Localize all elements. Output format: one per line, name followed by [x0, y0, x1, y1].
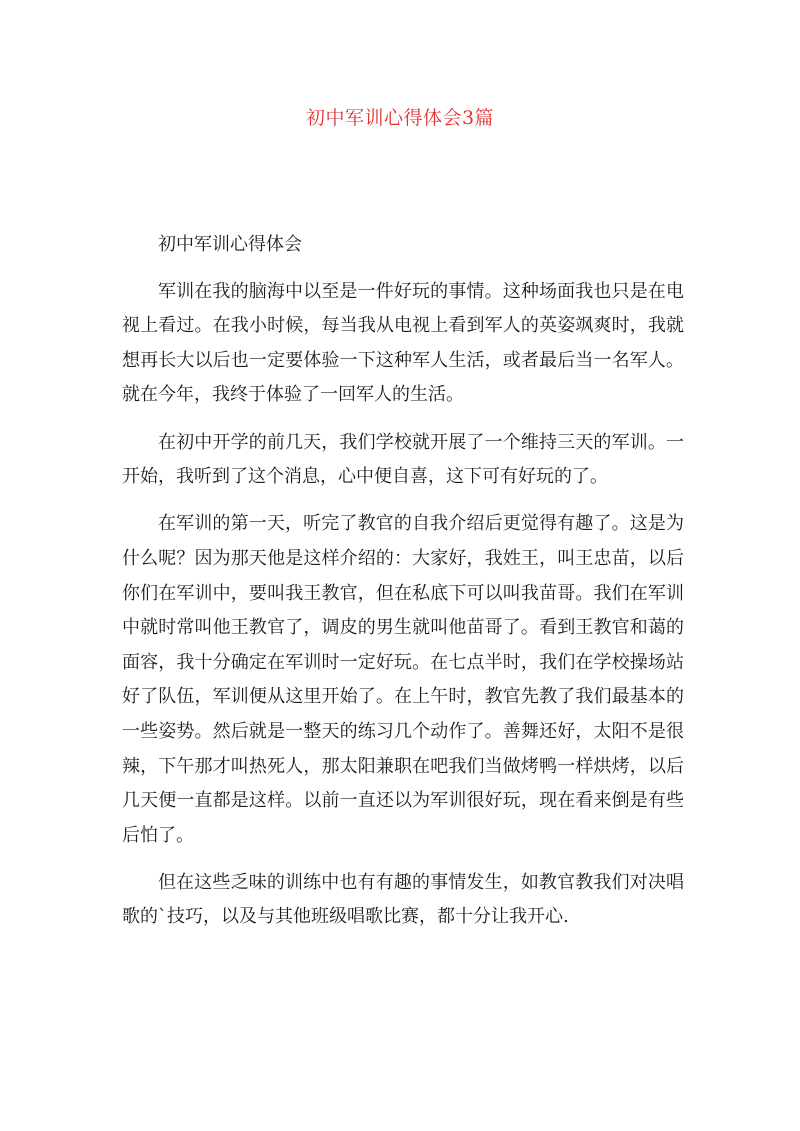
body-paragraph-4: 但在这些乏味的训练中也有有趣的事情发生，如教官教我们对决唱歌的`技巧，以及与其他班级唱歌比赛，都十分让我开心. — [122, 871, 684, 928]
body-paragraph-2: 在初中开学的前几天，我们学校就开展了一个维持三天的军训。一开始，我听到了这个消息，心中便自喜，这下可有好玩的了。 — [122, 431, 684, 488]
body-paragraph-3: 在军训的第一天，听完了教官的自我介绍后更觉得有趣了。这是为什么呢？因为那天他是这样介绍的：大家好，我姓王，叫王忠苗，以后你们在军训中，要叫我王教官，但在私底下可以叫我苗哥。我们在军训中就时常叫他王教官了，调皮的男生就叫他苗哥了。看到王教官和蔼的面容，我十分确定在军训时一定好玩。在七点半时，我们在学校操场站好了队伍，军训便从这里开始了。在上午时，教官先教了我们最基本的一些姿势。然后就是一整天的练习几个动作了。善舞还好，太阳不是很辣，下午那才叫热死人，那太阳兼职在吧我们当做烤鸭一样烘烤，以后几天便一直都是这样。以前一直还以为军训很好玩，现在看来倒是有些后怕了。 — [122, 513, 684, 846]
document-body — [122, 228, 684, 948]
body-paragraph-1: 军训在我的脑海中以至是一件好玩的事情。这种场面我也只是在电视上看过。在我小时候，每当我从电视上看到军人的英姿飒爽时，我就想再长大以后也一定要体验一下这种军人生活，或者最后当一名军人。就在今年，我终于体验了一回军人的生活。 — [122, 280, 684, 406]
section-heading: 初中军训心得体会 — [158, 234, 302, 255]
document-title: 初中军训心得体会3篇 — [305, 107, 495, 129]
